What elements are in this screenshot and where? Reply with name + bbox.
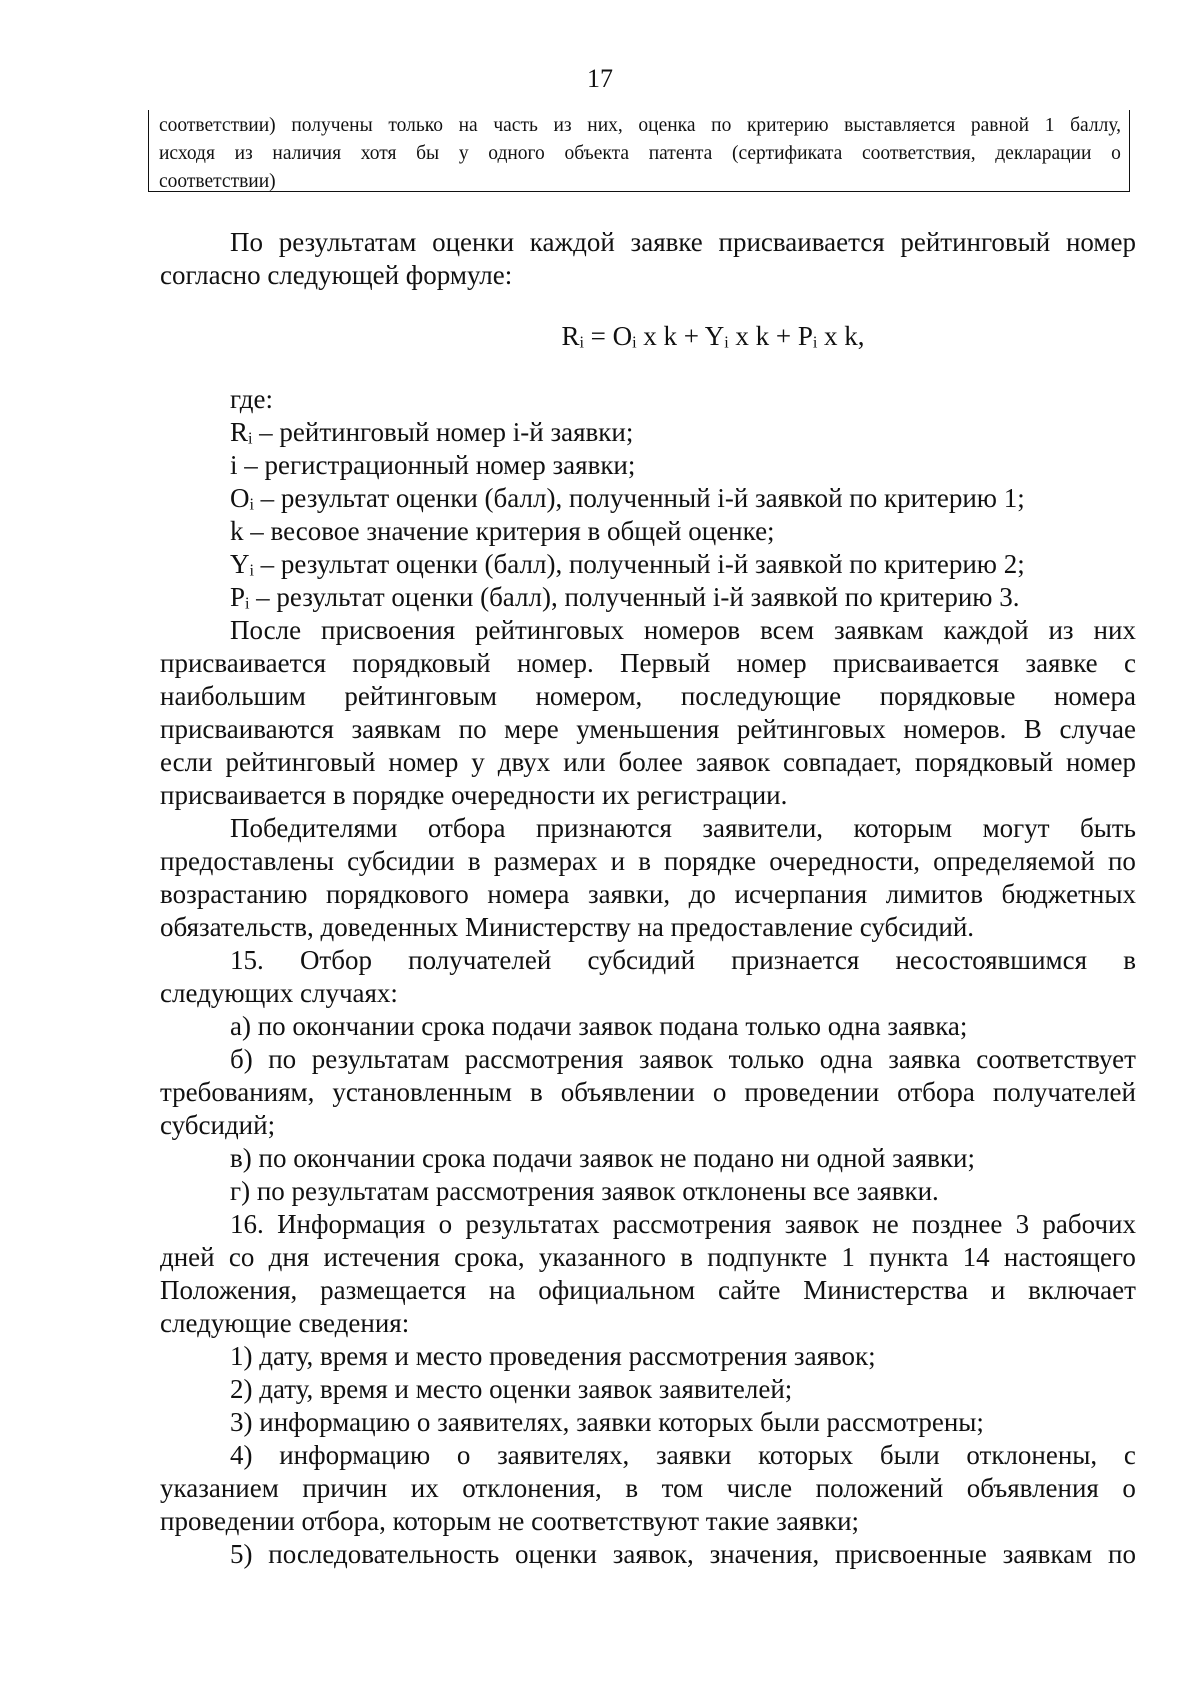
definition-item: Oᵢ – результат оценки (балл), полученный i-й заявкой по критерию 1; (230, 483, 1025, 513)
page-number: 17 (587, 64, 613, 93)
paragraph-line: если рейтинговый номер у двух или более заявок совпадает, порядковый номер (160, 747, 1136, 777)
paragraph-line: следующие сведения: (160, 1308, 410, 1338)
case-item-continuation: субсидий; (160, 1110, 276, 1140)
definition-item: k – весовое значение критерия в общей оценке; (230, 516, 775, 546)
paragraph-line: Победителями отбора признаются заявители, которым могут быть (230, 813, 1136, 843)
definition-item: Yᵢ – результат оценки (балл), полученный i-й заявкой по критерию 2; (230, 549, 1025, 579)
definition-item: i – регистрационный номер заявки; (230, 450, 636, 480)
case-item: а) по окончании срока подачи заявок подана только одна заявка; (230, 1011, 968, 1041)
definitions-where: где: (230, 384, 273, 414)
paragraph-line: присваивается порядковый номер. Первый номер присваивается заявке с (160, 648, 1136, 678)
table-text-line: соответствии) (159, 171, 276, 192)
rating-formula: Rᵢ = Oᵢ x k + Yᵢ x k + Pᵢ x k, (561, 321, 865, 351)
case-item: б) по результатам рассмотрения заявок только одна заявка соответствует (230, 1044, 1136, 1074)
paragraph-line: наибольшим рейтинговым номером, последующие порядковые номера (160, 681, 1136, 711)
paragraph-line: обязательств, доведенных Министерству на предоставление субсидий. (160, 912, 975, 942)
case-item: г) по результатам рассмотрения заявок отклонены все заявки. (230, 1176, 939, 1206)
case-item-continuation: требованиям, установленным в объявлении о проведении отбора получателей (160, 1077, 1136, 1107)
info-item: 5) последовательность оценки заявок, значения, присвоенные заявкам по (230, 1539, 1136, 1569)
paragraph-line: Положения, размещается на официальном сайте Министерства и включает (160, 1275, 1136, 1305)
info-item: 2) дату, время и место оценки заявок заявителей; (230, 1374, 793, 1404)
info-item-continuation: проведении отбора, которым не соответствуют такие заявки; (160, 1506, 860, 1536)
info-item: 3) информацию о заявителях, заявки которых были рассмотрены; (230, 1407, 984, 1437)
paragraph-line: предоставлены субсидии в размерах и в порядке очередности, определяемой по (160, 846, 1136, 876)
info-item: 1) дату, время и место проведения рассмотрения заявок; (230, 1341, 876, 1371)
definition-item: Rᵢ – рейтинговый номер i-й заявки; (230, 417, 634, 447)
definition-item: Pᵢ – результат оценки (балл), полученный i-й заявкой по критерию 3. (230, 582, 1020, 612)
paragraph-line: присваивается в порядке очередности их регистрации. (160, 780, 788, 810)
paragraph-line: дней со дня истечения срока, указанного в подпункте 1 пункта 14 настоящего (160, 1242, 1136, 1272)
info-item-continuation: указанием причин их отклонения, в том числе положений объявления о (160, 1473, 1136, 1503)
table-text-line: соответствии) получены только на часть из них, оценка по критерию выставляется равной 1 баллу, (159, 115, 1121, 136)
section-16-heading: 16. Информация о результатах рассмотрения заявок не позднее 3 рабочих (230, 1209, 1136, 1239)
paragraph-line: следующих случаях: (160, 978, 398, 1008)
case-item: в) по окончании срока подачи заявок не подано ни одной заявки; (230, 1143, 975, 1173)
table-text-line: исходя из наличия хотя бы у одного объекта патента (сертификата соответствия, декларации о (159, 143, 1121, 164)
intro-line: согласно следующей формуле: (160, 260, 513, 290)
paragraph-line: присваиваются заявкам по мере уменьшения рейтинговых номеров. В случае (160, 714, 1136, 744)
paragraph-line: После присвоения рейтинговых номеров всем заявкам каждой из них (230, 615, 1136, 645)
info-item: 4) информацию о заявителях, заявки которых были отклонены, с (230, 1440, 1136, 1470)
section-15-heading: 15. Отбор получателей субсидий признается несостоявшимся в (230, 945, 1136, 975)
paragraph-line: возрастанию порядкового номера заявки, до исчерпания лимитов бюджетных (160, 879, 1136, 909)
document-body (160, 226, 1136, 1571)
intro-line: По результатам оценки каждой заявке присваивается рейтинговый номер (230, 227, 1136, 257)
table-cell-continuation (148, 110, 1130, 192)
